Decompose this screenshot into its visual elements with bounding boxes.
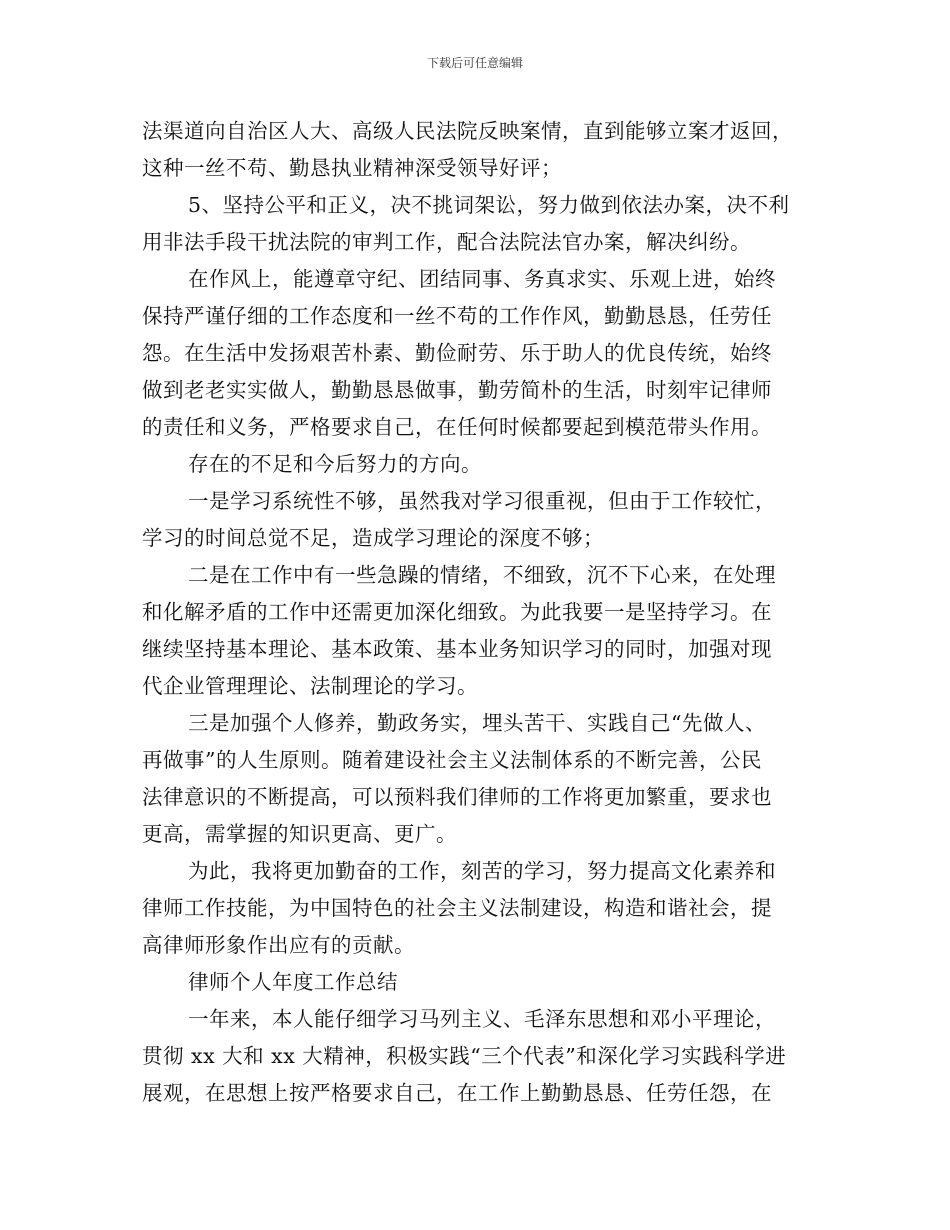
text-line: 一是学习系统性不够，虽然我对学习很重视，但由于工作较忙， [188, 489, 776, 513]
text-line: 高律师形象作出应有的贡献。 [142, 933, 415, 957]
page-header: 下载后可任意编辑 [426, 56, 523, 70]
text-line: 学习的时间总觉不足，造成学习理论的深度不够； [142, 526, 604, 550]
section-title: 律师个人年度工作总结 [188, 970, 398, 994]
text-line: 为此，我将更加勤奋的工作，刻苦的学习，努力提高文化素养和 [188, 859, 776, 883]
text-line: 和化解矛盾的工作中还需更加深化细致。为此我要一是坚持学习。在 [142, 600, 772, 624]
text-line: 法律意识的不断提高，可以预料我们律师的工作将更加繁重，要求也 [142, 785, 772, 809]
text-line: 贯彻 xx 大和 xx 大精神，积极实践“三个代表”和深化学习实践科学进 [142, 1044, 787, 1068]
text-line: 再做事”的人生原则。随着建设社会主义法制体系的不断完善，公民 [142, 748, 762, 772]
text-line: 代企业管理理论、法制理论的学习。 [142, 674, 478, 698]
text-line: 5、坚持公平和正义，决不挑词架讼，努力做到依法办案，决不利 [188, 193, 790, 217]
text-line: 保持严谨仔细的工作态度和一丝不苟的工作作风，勤勤恳恳，任劳任 [142, 304, 772, 328]
text-line: 三是加强个人修养，勤政务实，埋头苦干、实践自己“先做人、 [188, 711, 766, 735]
text-line: 在作风上，能遵章守纪、团结同事、务真求实、乐观上进，始终 [188, 267, 776, 291]
text-line: 怨。在生活中发扬艰苦朴素、勤俭耐劳、乐于助人的优良传统，始终 [142, 341, 772, 365]
text-line: 更高，需掌握的知识更高、更广。 [142, 822, 457, 846]
text-line: 做到老老实实做人，勤勤恳恳做事，勤劳简朴的生活，时刻牢记律师 [142, 378, 772, 402]
text-line: 用非法手段干扰法院的审判工作，配合法院法官办案，解决纠纷。 [142, 230, 751, 254]
text-line: 的责任和义务，严格要求自己，在任何时候都要起到模范带头作用。 [142, 415, 772, 439]
text-line: 法渠道向自治区人大、高级人民法院反映案情，直到能够立案才返回， [142, 119, 793, 143]
text-line: 一年来，本人能仔细学习马列主义、毛泽东思想和邓小平理论， [188, 1007, 776, 1031]
text-line: 二是在工作中有一些急躁的情绪，不细致，沉不下心来，在处理 [188, 563, 776, 587]
text-line: 存在的不足和今后努力的方向。 [188, 452, 482, 476]
text-line: 展观，在思想上按严格要求自己，在工作上勤勤恳恳、任劳任怨，在 [142, 1081, 772, 1105]
text-line: 律师工作技能，为中国特色的社会主义法制建设，构造和谐社会，提 [142, 896, 772, 920]
text-line: 这种一丝不苟、勤恳执业精神深受领导好评； [142, 156, 562, 180]
text-line: 继续坚持基本理论、基本政策、基本业务知识学习的同时，加强对现 [142, 637, 772, 661]
